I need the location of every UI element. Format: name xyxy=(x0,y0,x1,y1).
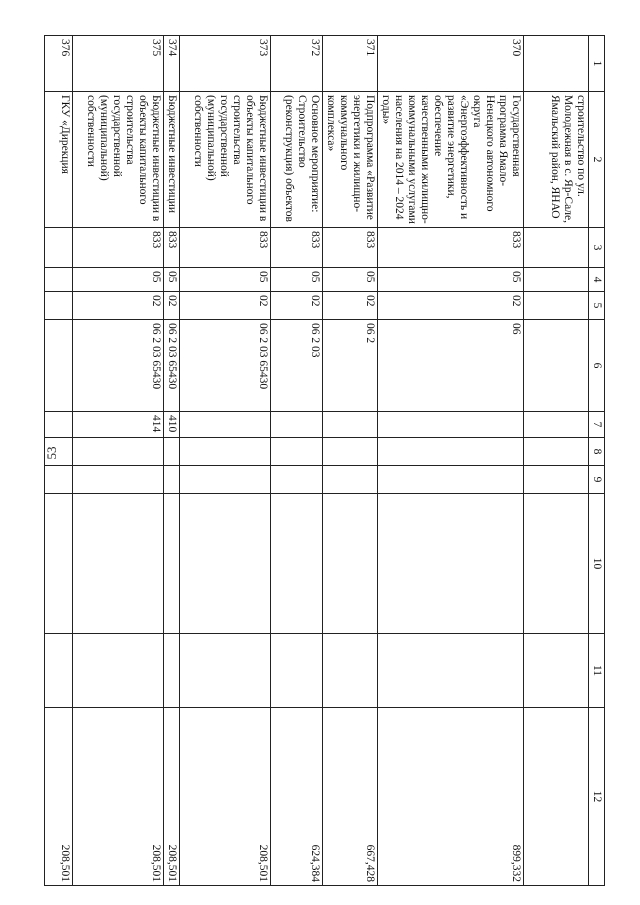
table-cell xyxy=(164,634,180,708)
table-cell xyxy=(45,268,73,292)
table-cell xyxy=(180,438,271,466)
table-cell xyxy=(180,412,271,438)
table-cell xyxy=(45,634,73,708)
table-cell: 833 xyxy=(73,228,164,268)
table-cell xyxy=(164,438,180,466)
table-cell xyxy=(378,494,524,634)
table-row xyxy=(323,36,378,886)
column-header: 5 xyxy=(589,292,605,320)
table-cell xyxy=(45,412,73,438)
table-cell xyxy=(73,494,164,634)
column-header: 1 xyxy=(589,36,605,92)
table-cell xyxy=(180,494,271,634)
row-name-cell: Бюджетные инвестиции в объекты капитального строительства государственной (муниципальной) собственности xyxy=(180,92,271,228)
table-row xyxy=(180,36,271,886)
table-cell: 02 xyxy=(271,292,323,320)
table-cell: 06 2 03 65430 xyxy=(73,320,164,412)
table-cell xyxy=(524,268,589,292)
column-header: 9 xyxy=(589,466,605,494)
column-header: 2 xyxy=(589,92,605,228)
row-name-cell: Основное мероприятие: Строительство (реконструкция) объектов xyxy=(271,92,323,228)
table-cell xyxy=(378,412,524,438)
table-cell xyxy=(73,438,164,466)
table-cell xyxy=(323,466,378,494)
table-cell: 208,501 xyxy=(73,708,164,886)
table-cell: 833 xyxy=(271,228,323,268)
table-cell xyxy=(378,466,524,494)
table-cell xyxy=(323,412,378,438)
table-cell xyxy=(524,412,589,438)
table-cell xyxy=(323,438,378,466)
table-cell: 833 xyxy=(378,228,524,268)
row-number-cell: 374 xyxy=(164,36,180,92)
budget-table xyxy=(44,35,605,886)
table-cell xyxy=(524,228,589,268)
table-cell xyxy=(180,466,271,494)
table-cell xyxy=(524,438,589,466)
table-cell xyxy=(45,228,73,268)
table-row xyxy=(271,36,323,886)
table-row xyxy=(378,36,524,886)
table-cell xyxy=(378,438,524,466)
budget-table-wrapper xyxy=(59,35,605,885)
table-cell xyxy=(524,708,589,886)
column-header: 10 xyxy=(589,494,605,634)
row-number-cell: 371 xyxy=(323,36,378,92)
table-cell: 02 xyxy=(323,292,378,320)
table-cell xyxy=(524,320,589,412)
table-cell: 05 xyxy=(180,268,271,292)
table-cell: 06 2 xyxy=(323,320,378,412)
row-name-cell: Бюджетные инвестиции xyxy=(164,92,180,228)
table-cell xyxy=(378,634,524,708)
table-cell: 410 xyxy=(164,412,180,438)
table-cell xyxy=(45,466,73,494)
table-cell xyxy=(73,634,164,708)
table-cell: 02 xyxy=(73,292,164,320)
column-header: 7 xyxy=(589,412,605,438)
table-cell: 06 2 03 65430 xyxy=(164,320,180,412)
row-number-cell: 375 xyxy=(73,36,164,92)
table-cell xyxy=(45,292,73,320)
table-cell: 833 xyxy=(323,228,378,268)
page-number: 53 xyxy=(44,446,59,460)
row-name-cell: строительство по ул. Молодежная в с. Яр-Сале, Ямальский район, ЯНАО xyxy=(524,92,589,228)
table-row xyxy=(73,36,164,886)
column-header: 3 xyxy=(589,228,605,268)
table-cell xyxy=(524,494,589,634)
column-header: 12 xyxy=(589,708,605,886)
table-row xyxy=(524,36,589,886)
row-number-cell: 373 xyxy=(180,36,271,92)
table-cell xyxy=(45,494,73,634)
column-header: 11 xyxy=(589,634,605,708)
table-cell xyxy=(524,466,589,494)
table-cell: 208,501 xyxy=(164,708,180,886)
table-row xyxy=(164,36,180,886)
table-cell xyxy=(323,494,378,634)
table-cell: 414 xyxy=(73,412,164,438)
table-cell xyxy=(271,494,323,634)
row-number-cell: 376 xyxy=(45,36,73,92)
row-name-cell: Государственная программа Ямало-Ненецкого автономного округа «Энергоэффективность и развитие энергетики, обеспечение качественными жилищно-коммунальными услугами населения на 2014 – 2024 годы» xyxy=(378,92,524,228)
table-cell: 208,501 xyxy=(180,708,271,886)
table-cell: 05 xyxy=(164,268,180,292)
row-number-cell: 370 xyxy=(378,36,524,92)
table-body xyxy=(45,36,589,886)
table-cell xyxy=(271,634,323,708)
table-cell xyxy=(323,634,378,708)
table-cell xyxy=(524,634,589,708)
table-cell: 05 xyxy=(73,268,164,292)
table-cell: 208,501 xyxy=(45,708,73,886)
table-cell xyxy=(45,438,73,466)
table-cell: 624,384 xyxy=(271,708,323,886)
table-cell xyxy=(180,634,271,708)
table-cell xyxy=(271,438,323,466)
table-cell: 833 xyxy=(164,228,180,268)
row-name-cell: Бюджетные инвестиции в объекты капитального строительства государственной (муниципальной) собственности xyxy=(73,92,164,228)
table-cell: 02 xyxy=(378,292,524,320)
column-header: 8 xyxy=(589,438,605,466)
table-cell: 06 2 03 xyxy=(271,320,323,412)
row-number-cell: 372 xyxy=(271,36,323,92)
table-cell: 02 xyxy=(180,292,271,320)
header-row xyxy=(589,36,605,886)
row-name-cell: Подпрограмма «Развитие энергетики и жилищно-коммунального комплекса» xyxy=(323,92,378,228)
table-cell: 02 xyxy=(164,292,180,320)
table-cell xyxy=(164,466,180,494)
table-cell xyxy=(73,466,164,494)
table-cell: 05 xyxy=(271,268,323,292)
table-cell: 06 xyxy=(378,320,524,412)
table-cell: 06 2 03 65430 xyxy=(180,320,271,412)
table-cell xyxy=(524,292,589,320)
column-header: 4 xyxy=(589,268,605,292)
table-row xyxy=(45,36,73,886)
row-name-cell: ГКУ «Дирекция xyxy=(45,92,73,228)
table-cell: 833 xyxy=(180,228,271,268)
table-cell: 05 xyxy=(378,268,524,292)
table-cell xyxy=(45,320,73,412)
table-cell: 899,332 xyxy=(378,708,524,886)
table-cell: 667,428 xyxy=(323,708,378,886)
table-cell: 05 xyxy=(323,268,378,292)
table-cell xyxy=(164,494,180,634)
column-header: 6 xyxy=(589,320,605,412)
table-cell xyxy=(271,466,323,494)
row-number-cell xyxy=(524,36,589,92)
table-cell xyxy=(271,412,323,438)
